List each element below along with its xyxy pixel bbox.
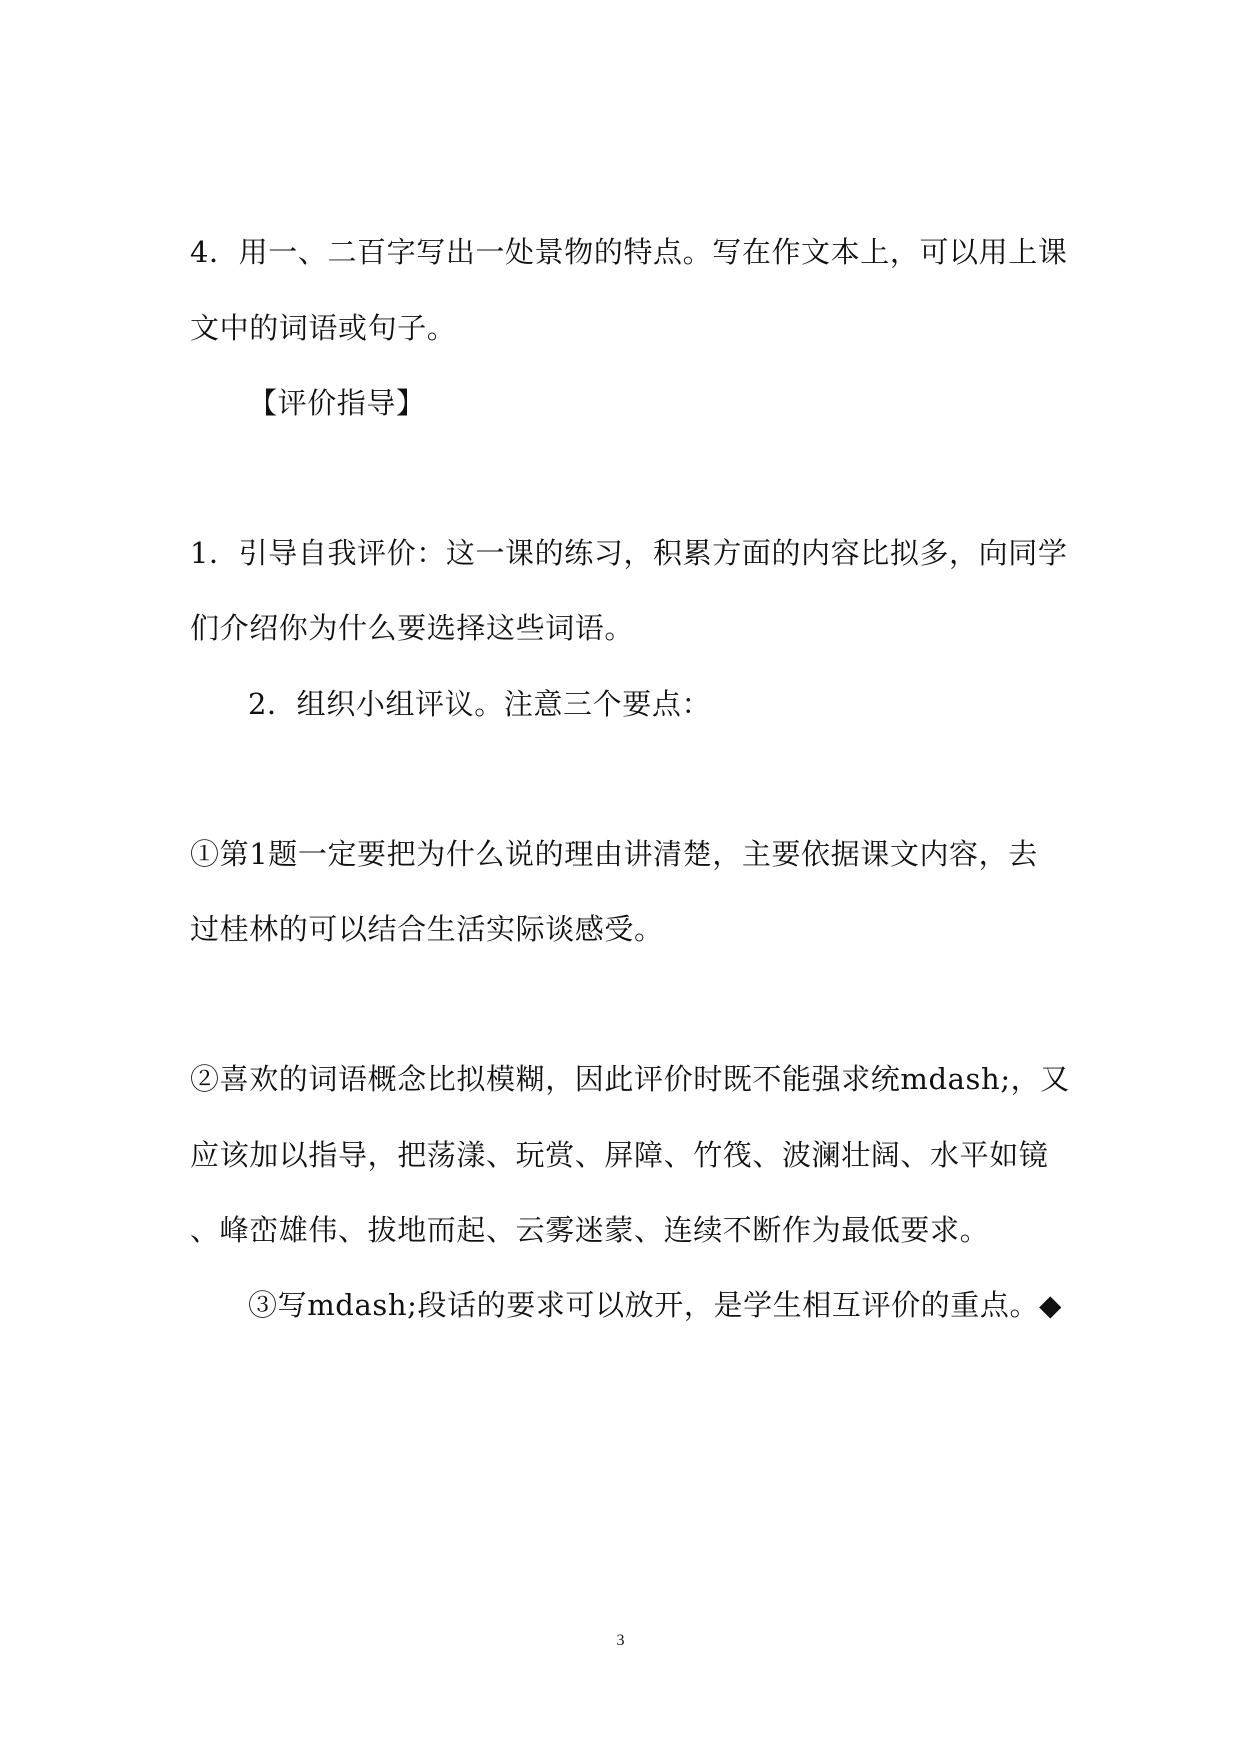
paragraph-line: 1．引导自我评价：这一课的练习，积累方面的内容比拟多，向同学 bbox=[190, 536, 1068, 570]
paragraph-line: 们介绍你为什么要选择这些词语。 bbox=[190, 611, 635, 645]
paragraph-line: 、峰峦雄伟、拔地而起、云雾迷蒙、连续不断作为最低要求。 bbox=[190, 1213, 990, 1247]
paragraph-line: ③写mdash;段话的要求可以放开，是学生相互评价的重点。◆ bbox=[248, 1288, 1062, 1322]
page-number: 3 bbox=[616, 1632, 625, 1649]
paragraph-line: ①第1题一定要把为什么说的理由讲清楚，主要依据课文内容，去 bbox=[190, 837, 1038, 871]
paragraph-line: 2．组织小组评议。注意三个要点： bbox=[248, 687, 712, 721]
paragraph-line: 过桂林的可以结合生活实际谈感受。 bbox=[190, 912, 664, 946]
paragraph-line: ②喜欢的词语概念比拟模糊，因此评价时既不能强求统mdash;，又 bbox=[190, 1062, 1070, 1096]
section-heading: 【评价指导】 bbox=[248, 386, 426, 420]
paragraph-line: 应该加以指导，把荡漾、玩赏、屏障、竹筏、波澜壮阔、水平如镜 bbox=[190, 1138, 1049, 1172]
paragraph-line: 4．用一、二百字写出一处景物的特点。写在作文本上，可以用上课 bbox=[190, 235, 1068, 269]
paragraph-line: 文中的词语或句子。 bbox=[190, 311, 457, 345]
